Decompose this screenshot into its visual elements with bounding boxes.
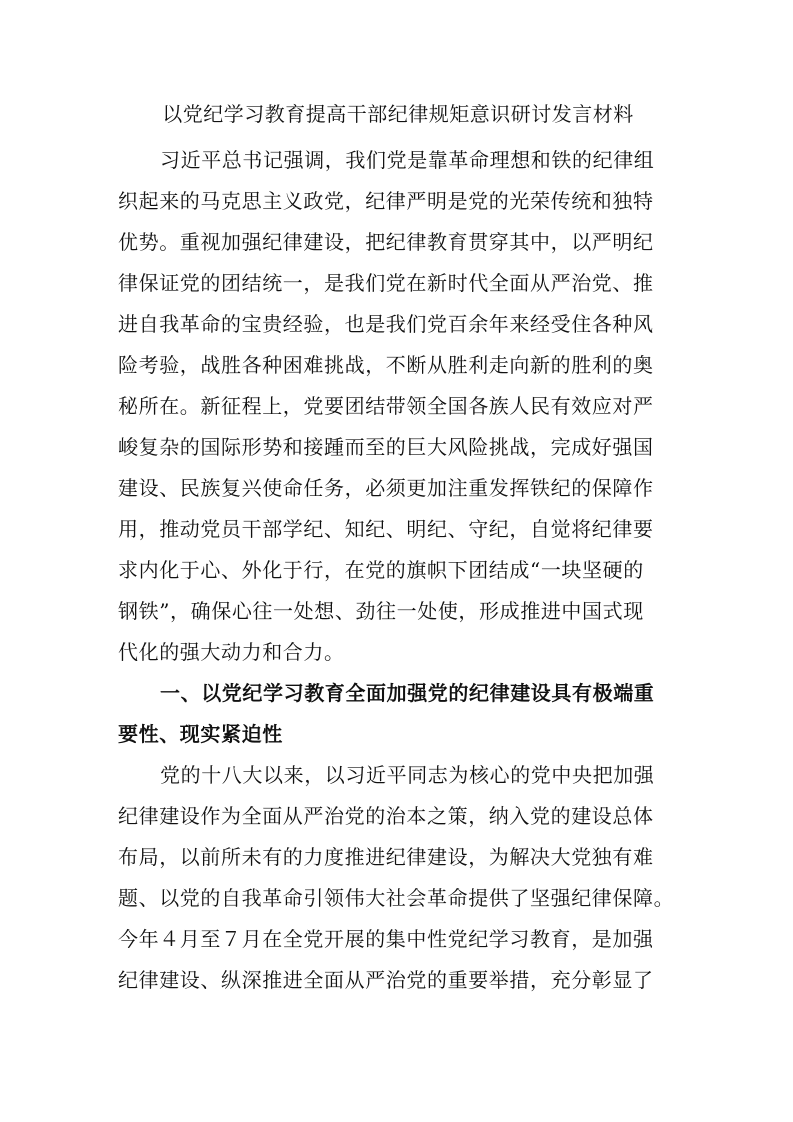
- paragraph-line: 纪律建设、纵深推进全面从严治党的重要举措，充分彰显了: [118, 968, 654, 992]
- section-heading: 一、以党纪学习教育全面加强党的纪律建设具有极端重: [160, 681, 655, 705]
- paragraph-line: 建设、民族复兴使命任务，必须更加注重发挥铁纪的保障作: [118, 476, 654, 500]
- paragraph-line: 钢铁”，确保心往一处想、劲往一处使，形成推进中国式现: [118, 599, 644, 623]
- paragraph-line: 用，推动党员干部学纪、知纪、明纪、守纪，自觉将纪律要: [118, 517, 654, 541]
- paragraph-line: 纪律建设作为全面从严治党的治本之策，纳入党的建设总体: [118, 804, 654, 828]
- paragraph-line: 律保证党的团结统一，是我们党在新时代全面从严治党、推: [118, 271, 654, 295]
- paragraph-line: 险考验，战胜各种困难挑战，不断从胜利走向新的胜利的奥: [118, 353, 654, 377]
- document-title: 以党纪学习教育提高干部纪律规矩意识研讨发言材料: [162, 102, 634, 126]
- paragraph-line: 求内化于心、外化于行，在党的旗帜下团结成“一块坚硬的: [118, 558, 644, 582]
- paragraph-line: 峻复杂的国际形势和接踵而至的巨大风险挑战，完成好强国: [118, 435, 654, 459]
- paragraph-line: 优势。重视加强纪律建设，把纪律教育贯穿其中，以严明纪: [118, 230, 654, 254]
- paragraph-line: 布局，以前所未有的力度推进纪律建设，为解决大党独有难: [118, 845, 654, 869]
- paragraph-line: 秘所在。新征程上，党要团结带领全国各族人民有效应对严: [118, 394, 654, 418]
- section-heading: 要性、现实紧迫性: [118, 722, 283, 746]
- paragraph-line: 习近平总书记强调，我们党是靠革命理想和铁的纪律组: [160, 148, 655, 172]
- paragraph-line: 代化的强大动力和合力。: [118, 640, 345, 664]
- paragraph-line: 题、以党的自我革命引领伟大社会革命提供了坚强纪律保障。: [118, 886, 675, 910]
- paragraph-line: 党的十八大以来，以习近平同志为核心的党中央把加强: [160, 763, 655, 787]
- paragraph-line: 织起来的马克思主义政党，纪律严明是党的光荣传统和独特: [118, 189, 654, 213]
- paragraph-line: 今年４月至７月在全党开展的集中性党纪学习教育，是加强: [118, 927, 654, 951]
- paragraph-line: 进自我革命的宝贵经验，也是我们党百余年来经受住各种风: [118, 312, 654, 336]
